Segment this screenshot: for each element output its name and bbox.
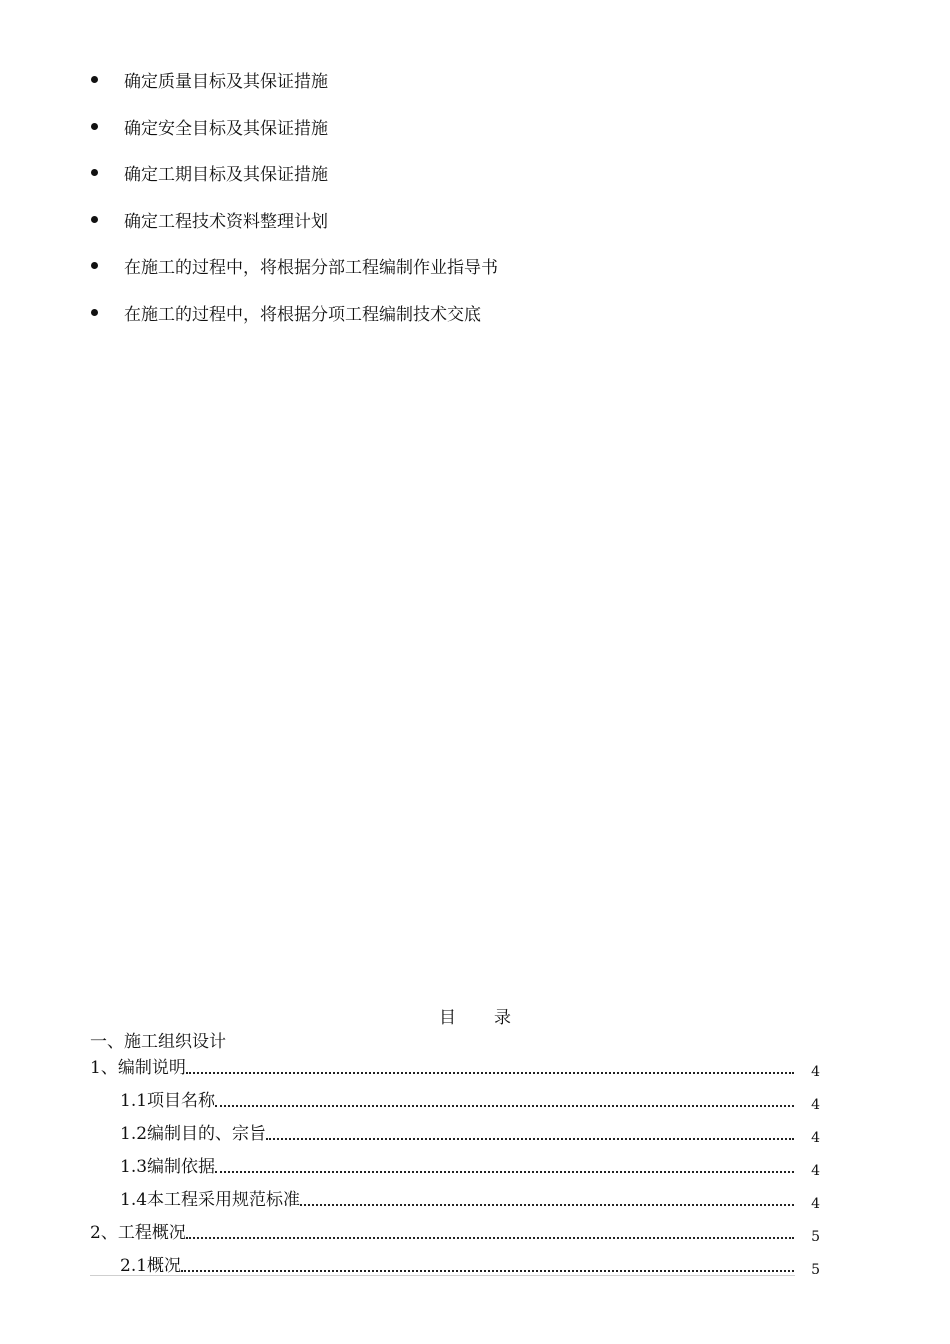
toc-entry[interactable] xyxy=(90,1080,820,1113)
toc-leader-dots xyxy=(186,1237,794,1239)
toc-entry-label: 1.2编制目的、宗旨 xyxy=(120,1123,267,1144)
toc-entry[interactable] xyxy=(90,1245,820,1278)
list-item xyxy=(88,206,848,233)
list-item xyxy=(88,252,848,279)
toc-leader-dots xyxy=(181,1270,794,1272)
toc-entry-page: 5 xyxy=(811,1262,820,1278)
list-item-text: 确定工期目标及其保证措施 xyxy=(124,165,328,186)
list-item xyxy=(88,113,848,140)
toc-entry-label: 1.3编制依据 xyxy=(120,1156,216,1177)
toc-entry-page: 5 xyxy=(811,1229,820,1245)
toc-entry-label: 1.4本工程采用规范标准 xyxy=(120,1189,301,1210)
list-item-text: 在施工的过程中，将根据分部工程编制作业指导书 xyxy=(124,258,498,279)
toc-entry-label: 2、工程概况 xyxy=(90,1222,186,1243)
toc-entry[interactable] xyxy=(90,1047,820,1080)
toc-entry[interactable] xyxy=(90,1179,820,1212)
toc-leader-dots xyxy=(186,1072,794,1074)
list-item-text: 确定安全目标及其保证措施 xyxy=(124,118,328,139)
toc-entry[interactable] xyxy=(90,1212,820,1245)
bullet-icon xyxy=(91,76,98,83)
bullet-icon xyxy=(91,123,98,130)
toc-entry-label: 1.1项目名称 xyxy=(120,1090,216,1111)
toc-leader-dots xyxy=(266,1138,794,1140)
toc-entry-page: 4 xyxy=(811,1064,820,1080)
list-item-text: 确定工程技术资料整理计划 xyxy=(124,211,328,232)
toc-leader-dots xyxy=(300,1204,794,1206)
toc-entry[interactable] xyxy=(90,1113,820,1146)
bullet-icon xyxy=(91,169,98,176)
bullet-icon xyxy=(91,216,98,223)
toc-entry-page: 4 xyxy=(811,1097,820,1113)
toc-entry-page: 4 xyxy=(811,1196,820,1212)
list-item xyxy=(88,299,848,326)
toc-entry-page: 4 xyxy=(811,1163,820,1179)
toc-title: 目录 xyxy=(439,1008,549,1028)
table-of-contents xyxy=(90,1047,820,1278)
list-item-text: 在施工的过程中，将根据分项工程编制技术交底 xyxy=(124,304,481,325)
bullet-icon xyxy=(91,262,98,269)
bullet-icon xyxy=(91,309,98,316)
toc-entry-page: 4 xyxy=(811,1130,820,1146)
toc-leader-dots xyxy=(215,1171,794,1173)
list-item xyxy=(88,66,848,93)
toc-entry-label: 2.1概况 xyxy=(120,1255,182,1276)
list-item-text: 确定质量目标及其保证措施 xyxy=(124,72,328,92)
bullet-list xyxy=(88,66,848,346)
toc-entry[interactable] xyxy=(90,1146,820,1179)
toc-section-heading: 一、施工组织设计 xyxy=(90,1032,226,1052)
divider xyxy=(90,1275,795,1276)
list-item xyxy=(88,159,848,186)
toc-leader-dots xyxy=(215,1105,794,1107)
toc-entry-label: 1、编制说明 xyxy=(90,1057,186,1078)
